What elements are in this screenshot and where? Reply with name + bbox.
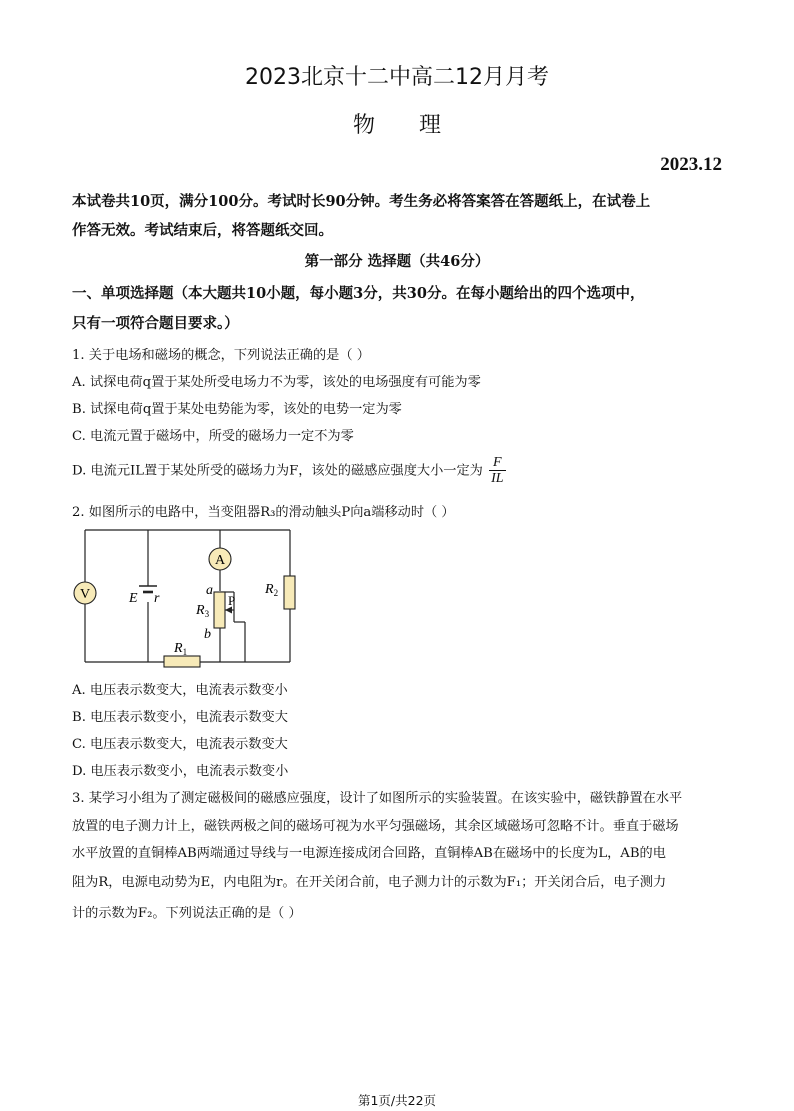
instructions-line-2: 作答无效。考试结束后，将答题纸交回。 <box>72 222 333 239</box>
question-2-option-a: A. 电压表示数变大，电流表示数变小 <box>72 683 288 698</box>
part-heading: 第一部分 选择题（共46分） <box>304 253 490 270</box>
exam-date: 2023.12 <box>660 154 722 175</box>
question-2-option-c: C. 电压表示数变大，电流表示数变大 <box>72 737 288 752</box>
r1-label: $R_1$ <box>174 641 188 657</box>
fraction-numerator: F <box>489 455 505 471</box>
question-3-line-4: 阻为R，电源电动势为E，内电阻为r。在开关闭合前，电子测力计的示数为F₁；开关闭合后，电子测力 <box>72 875 667 890</box>
section-heading-line-2: 只有一项符合题目要求。） <box>72 315 239 332</box>
question-1-stem: 1. 关于电场和磁场的概念，下列说法正确的是（ ） <box>72 348 370 363</box>
question-3-line-5: 计的示数为F₂。下列说法正确的是（ ） <box>72 906 302 921</box>
question-2-stem: 2. 如图所示的电路中，当变阻器R₃的滑动触头P向a端移动时（ ） <box>72 505 455 520</box>
internal-resistance-label: r <box>154 591 160 606</box>
exam-title: 2023北京十二中高二12月月考 <box>245 65 549 90</box>
emf-label: E <box>129 591 138 606</box>
end-b-label: b <box>204 627 211 642</box>
page-footer: 第1页/共22页 <box>357 1093 437 1108</box>
fraction-f-over-il <box>489 455 505 487</box>
resistor-r1 <box>164 656 200 667</box>
end-a-label: a <box>206 583 213 598</box>
subject-title: 物理 <box>352 113 485 138</box>
fraction-denominator: IL <box>491 471 504 487</box>
instructions-line-1: 本试卷共10页，满分100分。考试时长90分钟。考生务必将答案答在答题纸上，在试卷上 <box>72 193 651 210</box>
question-2-option-d: D. 电压表示数变小，电流表示数变小 <box>72 764 289 779</box>
question-1-option-a: A. 试探电荷q置于某处所受电场力不为零，该处的电场强度有可能为零 <box>72 375 481 390</box>
question-3-line-3: 水平放置的直铜棒AB两端通过导线与一电源连接成闭合回路，直铜棒AB在磁场中的长度为L，AB的电 <box>72 846 666 861</box>
question-3-line-2: 放置的电子测力计上，磁铁两极之间的磁场可视为水平匀强磁场，其余区域磁场可忽略不计。垂直于磁场 <box>72 819 679 834</box>
r2-label: $R_2$ <box>265 582 279 598</box>
resistor-r2 <box>284 576 295 609</box>
ammeter-label: A <box>214 553 226 568</box>
question-1-option-c: C. 电流元置于磁场中，所受的磁场力一定不为零 <box>72 429 354 444</box>
rheostat-r3 <box>214 592 225 628</box>
question-3-line-1: 3. 某学习小组为了测定磁极间的磁感应强度，设计了如图所示的实验装置。在该实验中，磁铁静置在水平 <box>72 791 683 806</box>
slider-p-label: P <box>228 593 236 608</box>
voltmeter-label: V <box>79 587 91 602</box>
circuit-diagram <box>68 522 308 672</box>
question-1-option-d <box>72 455 506 487</box>
r3-label: $R_3$ <box>196 603 210 619</box>
question-1-option-b: B. 试探电荷q置于某处电势能为零，该处的电势一定为零 <box>72 402 402 417</box>
section-heading-line-1: 一、单项选择题（本大题共10小题，每小题3分，共30分。在每小题给出的四个选项中， <box>72 285 645 302</box>
question-2-option-b: B. 电压表示数变小，电流表示数变大 <box>72 710 288 725</box>
question-1-option-d-text: D. 电流元IL置于某处所受的磁场力为F，该处的磁感应强度大小一定为 <box>72 463 483 479</box>
